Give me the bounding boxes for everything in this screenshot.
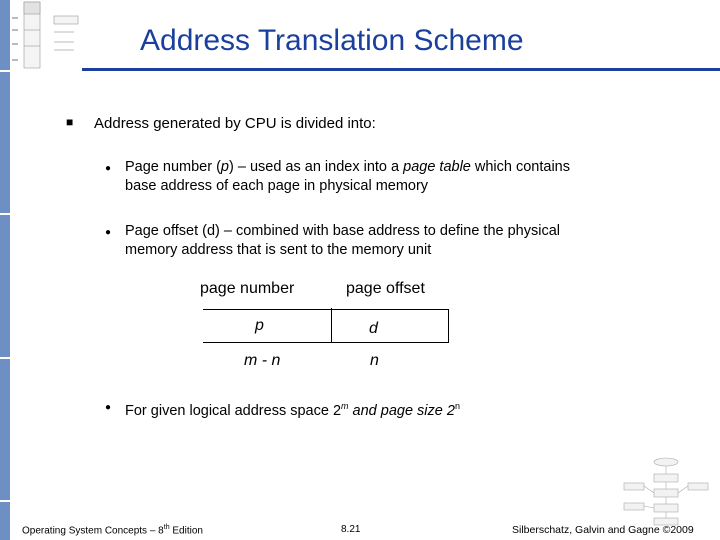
address-divider [331,308,332,343]
page-offset-width: n [370,352,379,369]
memory-layout-thumbnail [12,0,84,72]
page-number-header: page number [200,280,295,297]
footer-book-title: Operating System Concepts – 8th Edition [22,524,203,537]
page-number-cell: p [255,317,264,334]
left-bar-notch [0,500,10,502]
paging-hardware-thumbnail [590,455,715,527]
page-offset-header: page offset [346,280,425,297]
sub-bullet-page-offset [105,222,575,260]
sub-bullet-page-number-text: Page number (p) – used as an index into a page table which contains base address of each page in physical memory [125,159,570,194]
round-bullet-icon: ● [105,227,112,238]
page-number-width: m - n [244,352,281,369]
left-bar-notch [0,70,10,72]
round-bullet-icon: ● [105,163,112,174]
footer-copyright: Silberschatz, Galvin and Gagne ©2009 [512,524,694,536]
title-underline [82,68,720,71]
square-bullet-icon: ■ [66,115,74,129]
sub-bullet-page-offset-text: Page offset (d) – combined with base address to define the physical memory address that is sent to the memory unit [125,223,561,258]
main-bullet-text: Address generated by CPU is divided into: [94,115,376,132]
page-offset-cell: d [369,320,378,337]
left-accent-bar [0,0,10,540]
round-bullet-icon: ● [105,402,112,413]
slide-title: Address Translation Scheme [140,24,524,57]
footer-page-number: 8.21 [341,524,361,535]
left-bar-notch [0,213,10,215]
sub-bullet-address-space-text: For given logical address space 2$^m$ and page size 2$^n$ [125,401,460,419]
sub-bullet-page-number [105,158,575,196]
left-bar-notch [0,357,10,359]
sub-bullet-address-space [105,397,525,421]
logical-address-box [203,309,449,343]
